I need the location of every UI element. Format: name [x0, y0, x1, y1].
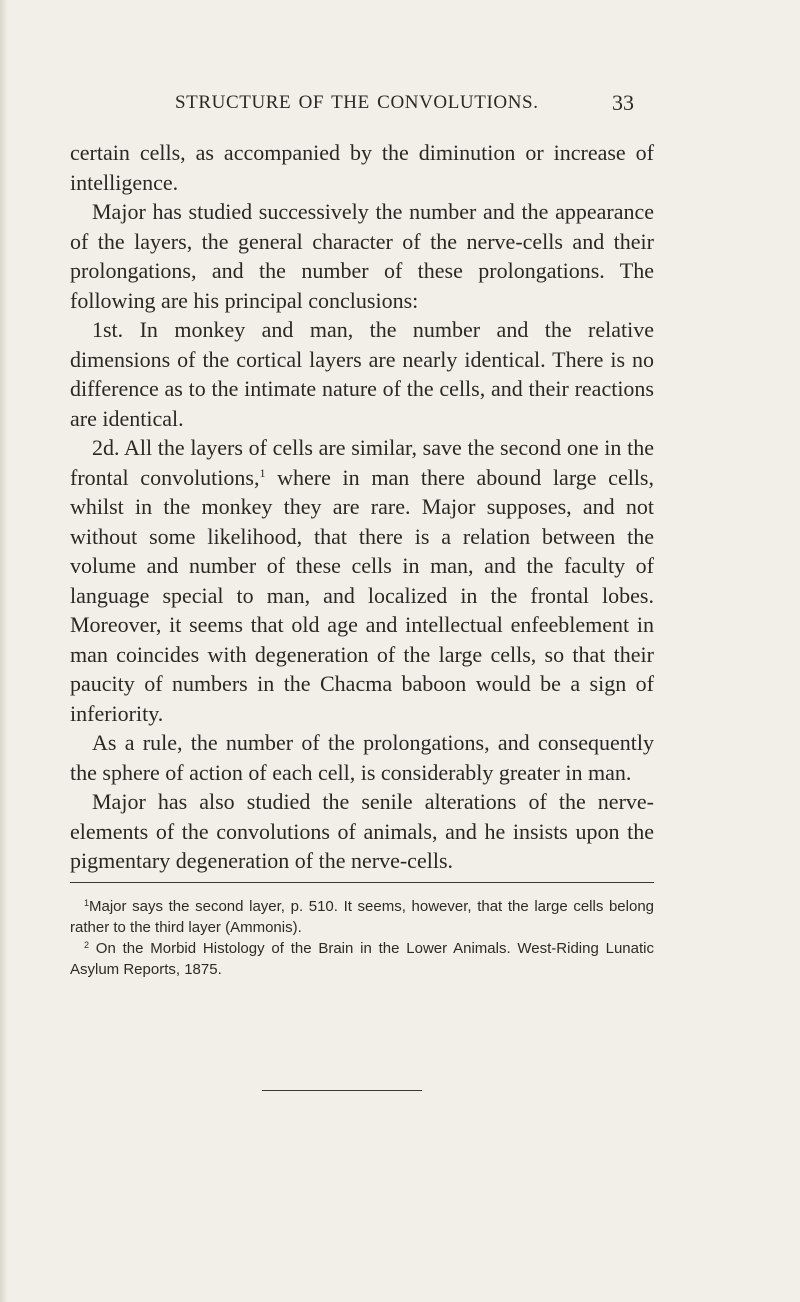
running-head: STRUCTURE OF THE CONVOLUTIONS. — [175, 92, 539, 113]
paragraph-6: Major has also studied the senile alterations of the nerve-elements of the convolutions of animals, and he insists upon the pigmentary degeneration of the nerve-cells. — [70, 789, 654, 873]
paragraph-1: certain cells, as accompanied by the diminution or increase of intelligence. — [70, 140, 654, 195]
paragraph-4 — [70, 433, 654, 728]
paragraph-4-part-2: where in man there abound large cells, whilst in the monkey they are rare. Major supposes, and not without some likelihood, that there is a relation between the volume and number of these cells in man, and the faculty of language special to man, and localized in the frontal lobes. Moreover, it seems that old age and intellectual enfeeblement in man coincides with degeneration of the large cells, so that their paucity of numbers in the Chacma baboon would be a sign of inferiority. — [70, 464, 654, 726]
page-number: 33 — [612, 90, 634, 115]
footnote-2 — [70, 938, 654, 980]
footnote-1 — [70, 896, 654, 938]
paragraph-5: As a rule, the number of the prolongations, and consequently the sphere of action of each cell, is considerably greater in man. — [70, 730, 654, 785]
footnote-2-text: On the Morbid Histology of the Brain in the Lower Animals. West-Riding Lunatic Asylum Reports, 1875. — [70, 940, 654, 978]
paragraph-2: Major has studied successively the number and the appearance of the layers, the general character of the nerve-cells and their prolongations, and the number of these prolongations. The following are his principal conclusions: — [70, 199, 654, 313]
body-text — [70, 138, 654, 876]
page-edge-shadow — [0, 0, 8, 1302]
footnote-reference-1: 1 — [259, 465, 266, 480]
footnotes — [70, 896, 654, 980]
footnote-divider — [70, 882, 654, 883]
paragraph-4-part-1: 2d. All the layers of cells are similar, save the second one in the frontal convolutions, — [70, 435, 654, 490]
footnote-1-text: Major says the second layer, p. 510. It seems, however, that the large cells belong rather to the third layer (Ammonis). — [70, 898, 654, 936]
footnote-2-mark: 2 — [84, 940, 90, 950]
paragraph-3: 1st. In monkey and man, the number and the relative dimensions of the cortical layers are nearly identical. There is no difference as to the intimate nature of the cells, and their reactions are identical. — [70, 317, 654, 431]
bottom-divider — [262, 1090, 422, 1091]
footnote-1-mark: 1 — [84, 898, 90, 908]
